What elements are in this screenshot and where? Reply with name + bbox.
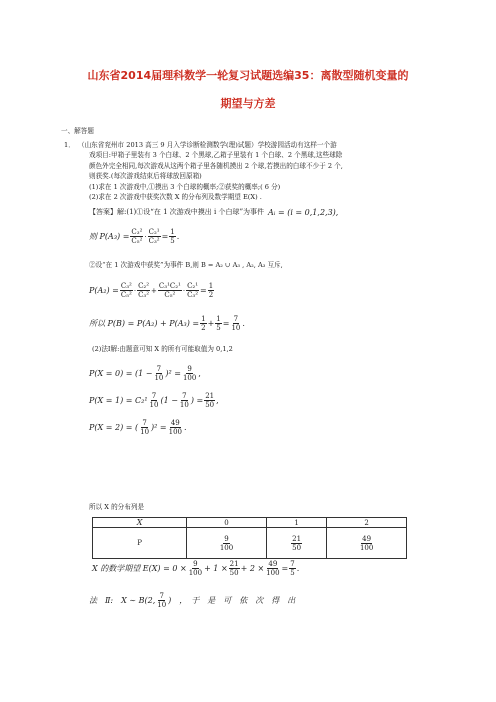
solution-2-intro: (2)法Ⅰ解:由题意可知 X 的所有可能取值为 0,1,2: [92, 345, 233, 353]
question-line-3: 颜色外完全相同,每次游戏从这两个箱子里各随机摸出 2 个球,若摸出的白球不少于 2 个,: [89, 162, 343, 170]
header-0: 0: [187, 518, 267, 528]
px1-frac-2: $\frac{7}{10}$: [179, 392, 189, 409]
px1-frac-1: $\frac{7}{10}$: [149, 392, 159, 409]
px1-equation: P(X = 1) = C₂¹ $\frac{7}{10}$ (1 − $\frac{7}{10}$ ) = $\frac{21}{50}$ ,: [89, 392, 219, 409]
pa2-label: P(A₂) =: [89, 286, 119, 295]
pa2-frac-1: $\frac{\text{C₃²}}{\text{C₅²}}$: [120, 282, 132, 299]
pa2-frac-3: $\frac{\text{C₃¹C₂¹}}{\text{C₅²}}$: [158, 282, 181, 299]
pa2-frac-4: $\frac{\text{C₂¹}}{\text{C₃²}}$: [187, 282, 199, 299]
answer-head-math: Aᵢ = (i = 0,1,2,3),: [268, 207, 339, 217]
pa3-frac-1: $\frac{\text{C₃²}}{\text{C₅²}}$: [131, 228, 143, 245]
px0-frac: $\frac{7}{10}$: [154, 365, 164, 382]
cell-p0: $\frac{9}{100}$: [187, 528, 267, 559]
section-heading: 一、解答题: [61, 127, 94, 135]
header-2: 2: [327, 518, 407, 528]
question-line-2: 戏项目:甲箱子里装有 3 个白球、2 个黑球,乙箱子里装有 1 个白球、2 个黑球,这些球除: [89, 151, 343, 159]
question-number: 1．: [64, 141, 75, 149]
px1-result: $\frac{21}{50}$: [205, 392, 215, 409]
answer-head: [89, 207, 338, 217]
pb-equation: 所以 P(B) = P(A₂) + P(A₃) = $\frac{1}{2}$ + $\frac{1}{5}$ = $\frac{7}{10}$ .: [89, 315, 245, 332]
pa2-frac-2: $\frac{\text{C₂²}}{\text{C₃²}}$: [138, 282, 150, 299]
px2-frac: $\frac{7}{10}$: [140, 419, 150, 436]
pb-label: 所以 P(B) = P(A₂) + P(A₃) =: [89, 319, 200, 328]
pa3-result: $\frac{1}{5}$: [170, 228, 175, 245]
pb-frac-2: $\frac{1}{5}$: [216, 315, 221, 332]
cell-p1: $\frac{21}{50}$: [266, 528, 326, 559]
pa2-equation: P(A₂) = $\frac{\text{C₃²}}{\text{C₅²}}$ · $\frac{\text{C₂²}}{\text{C₃²}}$ + $\frac{\text{C₃¹C₂¹}}{\text{C₅²}}$ · $\frac{\text{C₂¹}}{\text{C₃²}}$ = $\frac{1}{2}$: [89, 282, 214, 299]
px2-result: $\frac{49}{100}$: [168, 419, 182, 436]
ex-frac-2: $\frac{21}{50}$: [229, 560, 239, 577]
answer-head-text: 【答案】解:(1)①设“在 1 次游戏中摸出 i 个白球”为事件: [89, 208, 265, 216]
method-2-line: 法 Ⅱ: X ∼ B(2, $\frac{7}{10}$ ) ， 于 是 可 依 次 得 出: [89, 592, 296, 609]
question-line-1: （山东省兖州市 2013 高三 9 月入学诊断检测数学(理)试题）学校游园活动有这样一个游: [78, 141, 337, 149]
cell-p2: $\frac{49}{100}$: [327, 528, 407, 559]
question-part-2: (2)求在 2 次游戏中获奖次数 X 的分布列及数学期望 E(X) .: [89, 193, 262, 201]
px0-result: $\frac{9}{100}$: [182, 365, 197, 382]
table-header-row: [93, 518, 407, 528]
px2-equation: P(X = 2) = ( $\frac{7}{10}$ )² = $\frac{49}{100}$ .: [89, 419, 187, 436]
header-x: X: [93, 518, 187, 528]
title-line-2: 期望与方差: [220, 97, 276, 110]
expectation-equation: X 的数学期望 E(X) = 0 × $\frac{9}{100}$ + 1 × $\frac{21}{50}$ + 2 × $\frac{49}{100}$ = $\frac{7}{5}$ .: [92, 560, 300, 577]
method2-frac: $\frac{7}{10}$: [157, 592, 167, 609]
title-line-1: 山东省2014届理科数学一轮复习试题选编35：离散型随机变量的: [87, 69, 409, 82]
ex-result: $\frac{7}{5}$: [290, 560, 295, 577]
px0-equation: P(X = 0) = (1 − $\frac{7}{10}$ )² = $\frac{9}{100}$ ,: [89, 365, 201, 382]
header-1: 1: [266, 518, 326, 528]
pa2-result: $\frac{1}{2}$: [208, 282, 214, 299]
distribution-intro: 所以 X 的分布列是: [89, 503, 145, 511]
table-prob-row: [93, 528, 407, 559]
pa3-label: 则 P(A₃) =: [89, 232, 130, 241]
question-line-4: 则获奖.(每次游戏结束后将球放回原箱): [89, 172, 202, 180]
ex-frac-1: $\frac{9}{100}$: [188, 560, 203, 577]
pb-frac-1: $\frac{1}{2}$: [201, 315, 206, 332]
pa3-frac-2: $\frac{\text{C₂¹}}{\text{C₃²}}$: [148, 228, 160, 245]
part2-text: ②设“在 1 次游戏中获奖”为事件 B,则 B = A₂ ∪ A₃ , A₂, A₃ 互斥,: [89, 261, 283, 269]
row-label-p: P: [93, 528, 187, 559]
pb-result: $\frac{7}{10}$: [231, 315, 241, 332]
ex-frac-3: $\frac{49}{100}$: [266, 560, 280, 577]
pa3-equation: 则 P(A₃) = $\frac{\text{C₃²}}{\text{C₅²}}$ · $\frac{\text{C₂¹}}{\text{C₃²}}$ = $\frac{1}{5}$ .: [89, 228, 180, 245]
distribution-table: [92, 517, 407, 559]
question-part-1: (1)求在 1 次游戏中,①摸出 3 个白球的概率;②获奖的概率;( 6 分): [89, 183, 281, 191]
